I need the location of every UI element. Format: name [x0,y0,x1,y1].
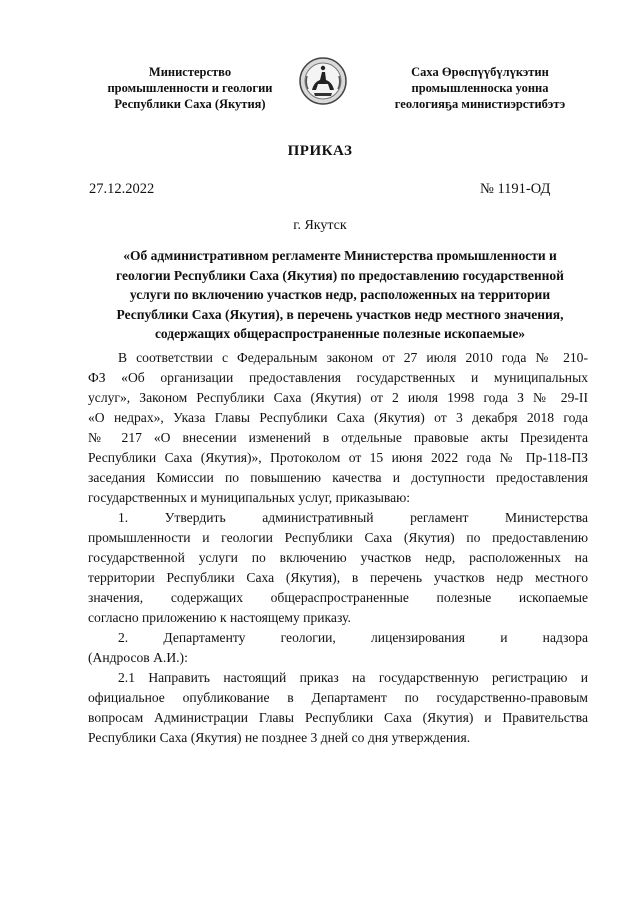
subject-line: содержащих общераспространенные полезные ископаемые» [154,326,526,342]
header-left-line: Министерство [148,65,232,79]
body-line: Республики Саха (Якутия) не позднее 3 дней со дня утверждения. [88,730,471,745]
header-left-line: Республики Саха (Якутия) [114,97,266,111]
body-line: «О недрах», Указа Главы Республики Саха (Якутия) от 3 декабря 2018 года [88,410,588,425]
document-subject [80,246,600,344]
body-line: 2. Департаменту геологии, лицензирования и надзора [118,630,588,645]
header-left-line: промышленности и геологии [107,81,273,95]
subject-line: Республики Саха (Якутия), в перечень участков недр местного значения, [116,306,564,322]
body-line: № 217 «О внесении изменений в отдельные правовые акты Президента [88,430,588,445]
document-title: ПРИКАЗ [287,143,353,159]
body-line: 1. Утвердить административный регламент Министерства [118,510,588,525]
body-line: значения, содержащих общераспространенные полезные ископаемые [88,590,588,605]
body-line: В соответствии с Федеральным законом от 27 июля 2010 года № 210- [118,350,588,365]
body-line: ФЗ «Об организации предоставления государственных и муниципальных [88,370,588,385]
document-number: № 1191-ОД [480,181,551,197]
header-right-line: Саха Өрөспүүбүлүкэтин [411,65,549,79]
header-right-line: геологияҕа министиэрстибэтэ [394,97,566,111]
body-line: промышленности и геологии Республики Саха (Якутия) по предоставлению [88,530,588,545]
body-line: (Андросов А.И.): [88,650,188,665]
body-line: услуг», Законом Республики Саха (Якутия) от 2 июля 1998 года З № 29-II [88,390,588,405]
body-line: согласно приложению к настоящему приказу. [88,610,351,625]
ministry-name-russian [80,64,300,112]
document-date: 27.12.2022 [89,181,155,197]
body-line: официальное опубликование в Департамент по государственно-правовым [88,690,588,705]
body-line: вопросам Администрации Главы Республики Саха (Якутия) и Правительства [88,710,588,725]
body-line: территории Республики Саха (Якутия), в перечень участков недр местного [88,570,588,585]
body-line: государственных и муниципальных услуг, приказываю: [88,490,411,505]
body-line: государственной услуги по включению участков недр, расположенных на [88,550,588,565]
subject-line: «Об административном регламенте Министерства промышленности и [123,248,557,263]
coat-of-arms-icon [298,56,348,108]
body-line: Республики Саха (Якутия)», Протоколом от 15 июня 2022 года № Пр-118-ПЗ [88,450,588,465]
header-right-line: промышленноска уонна [411,81,549,95]
document-body [88,348,588,748]
document-city: г. Якутск [293,218,347,233]
body-line: заседания Комиссии по повышению качества и доступности предоставления [88,470,588,485]
subject-line: услуги по включению участков недр, расположенных на территории [129,287,551,303]
ministry-name-sakha [370,64,590,112]
body-line: 2.1 Направить настоящий приказ на государственную регистрацию и [118,670,588,685]
subject-line: геологии Республики Саха (Якутия) по предоставлению государственной [116,267,564,283]
